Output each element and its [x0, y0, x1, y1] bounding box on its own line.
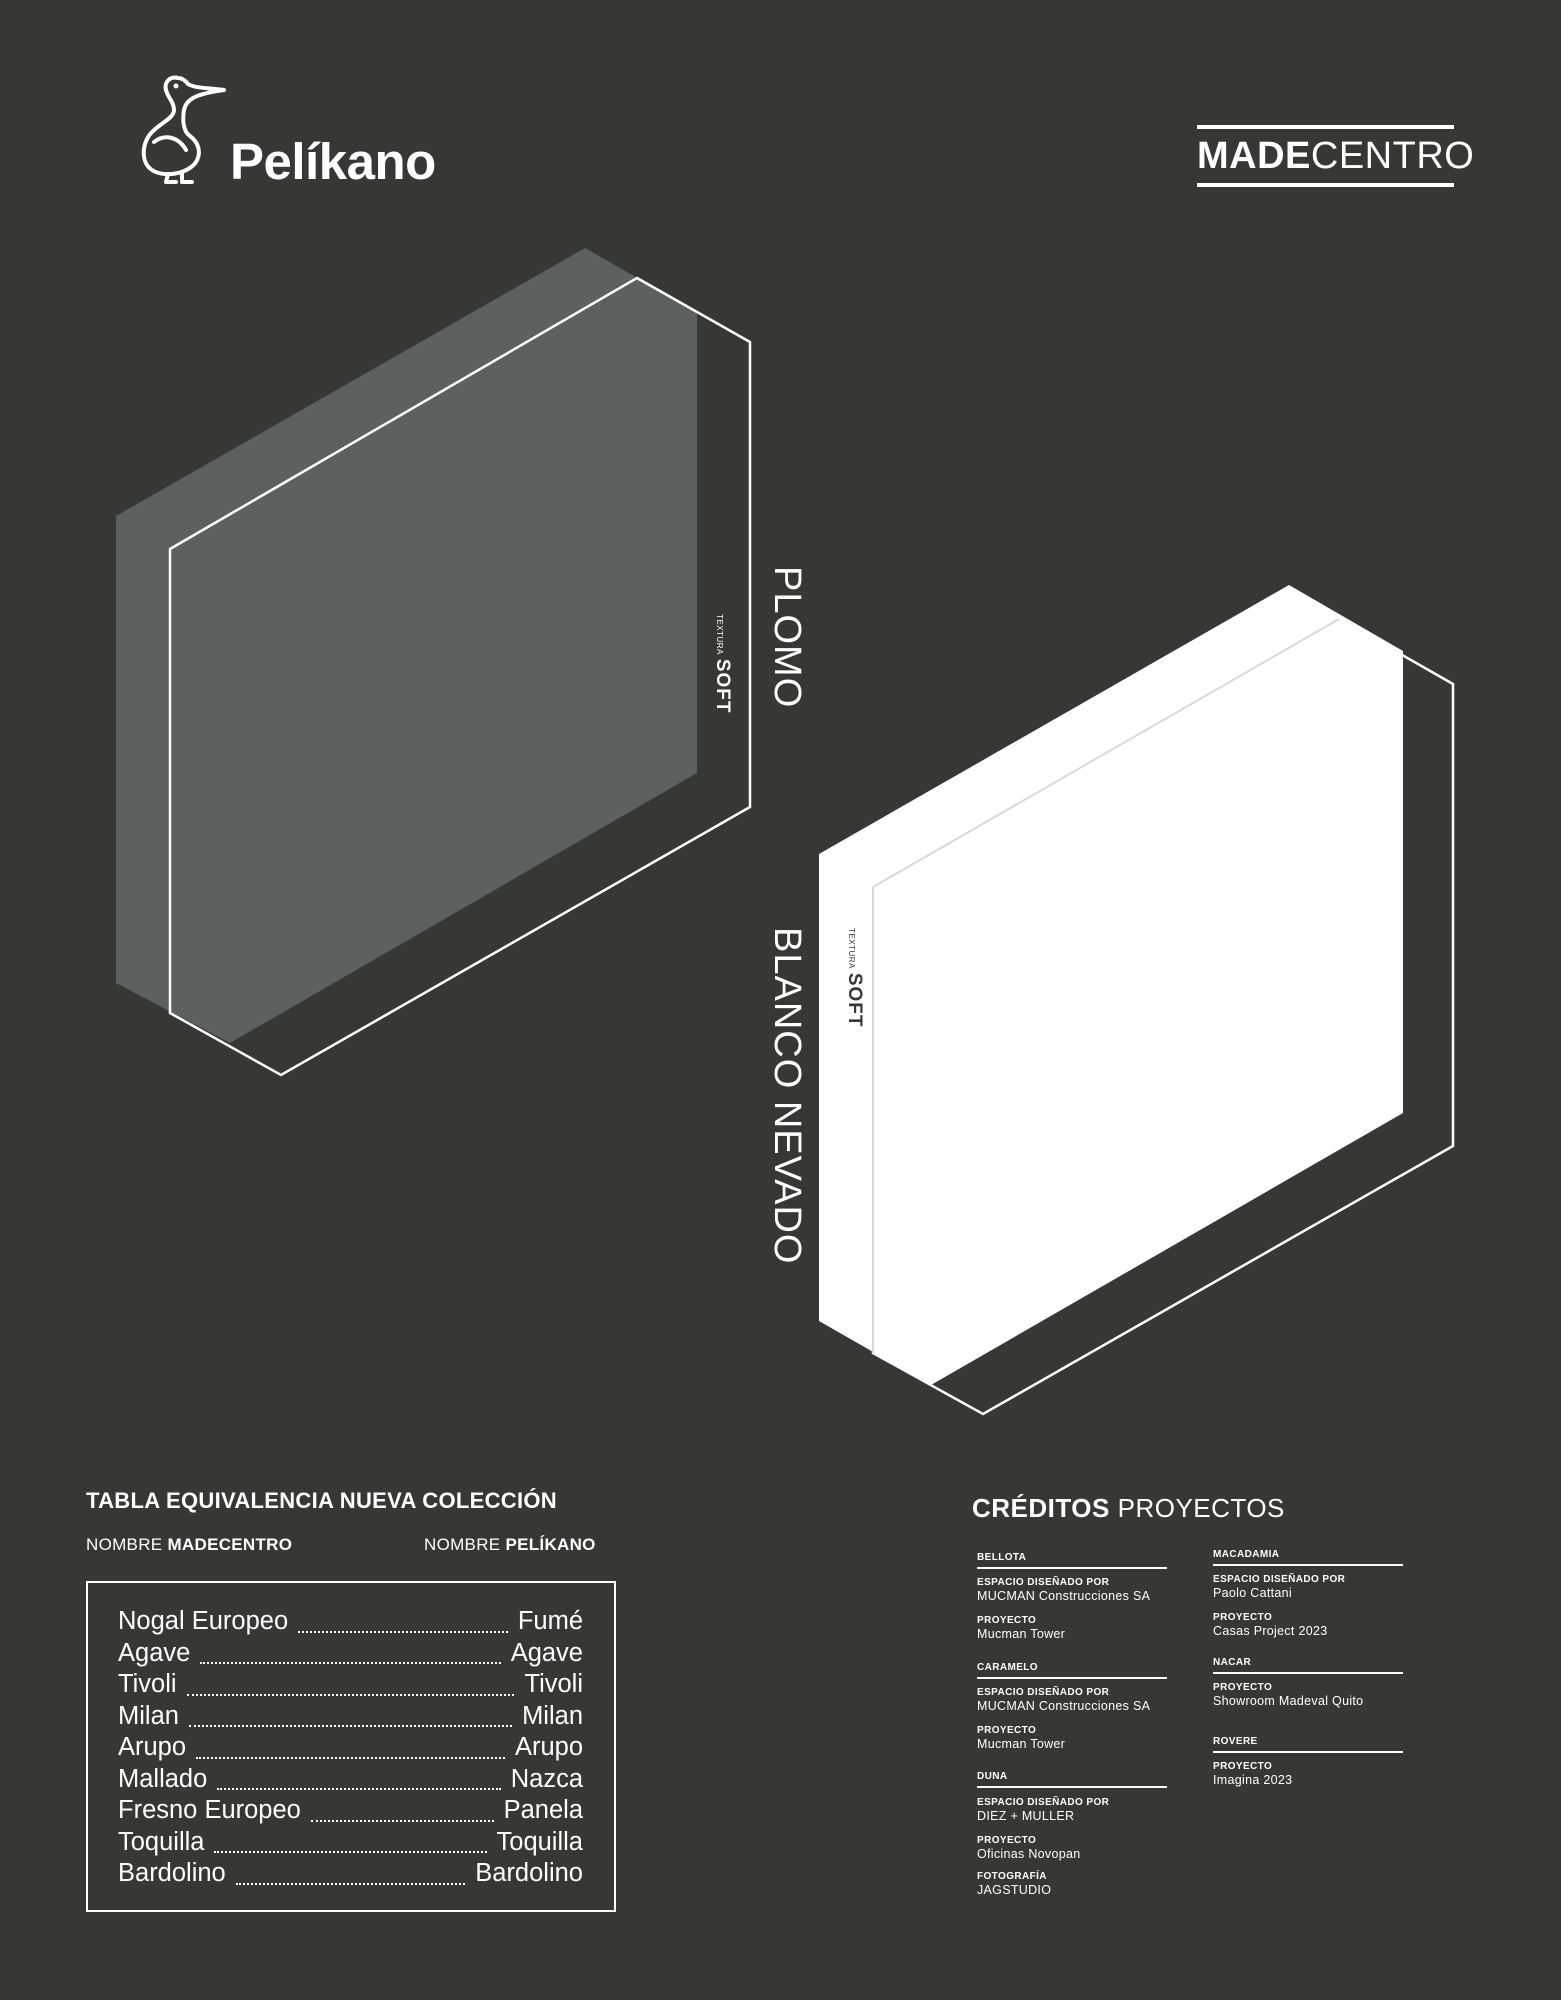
- credit-project-name: ROVERE: [1213, 1736, 1403, 1753]
- table-header-bold: MADECENTRO: [167, 1535, 293, 1554]
- blanco-texture: [843, 928, 865, 1028]
- credits-title-bold: CRÉDITOS: [972, 1493, 1110, 1523]
- pelikano-name: Arupo: [514, 1733, 583, 1761]
- madecentro-name: Arupo: [118, 1733, 187, 1761]
- table-row: [118, 1765, 583, 1796]
- pelikano-wordmark: Pelíkano: [230, 133, 436, 190]
- leader-dots: [298, 1631, 508, 1633]
- leader-dots: [189, 1725, 512, 1727]
- credit-project-name: BELLOTA: [977, 1552, 1167, 1569]
- madecentro-light: CENTRO: [1310, 135, 1475, 177]
- pelikano-name: Agave: [510, 1638, 583, 1667]
- table-title: TABLA EQUIVALENCIA NUEVA COLECCIÓN: [86, 1488, 557, 1513]
- plomo-texture-value: SOFT: [712, 658, 733, 714]
- pelikano-name: Nazca: [510, 1764, 583, 1793]
- table-header-bold: PELÍKANO: [505, 1535, 596, 1554]
- pelikano-name: Toquilla: [496, 1827, 583, 1856]
- table-header-prefix: NOMBRE: [86, 1535, 168, 1554]
- blanco-texture-label: TEXTURA: [847, 928, 856, 969]
- credit-label: FOTOGRAFÍA: [977, 1871, 1047, 1882]
- table-row: [118, 1796, 583, 1827]
- credit-label: ESPACIO DISEÑADO POR: [1213, 1574, 1346, 1585]
- blanco-name: BLANCO NEVADO: [766, 927, 808, 1265]
- plomo-name: PLOMO: [766, 566, 808, 709]
- madecentro-name: Milan: [118, 1701, 179, 1730]
- leader-dots: [217, 1788, 500, 1790]
- blanco-panel: [819, 585, 1403, 1385]
- plomo-texture-label: TEXTURA: [715, 614, 724, 655]
- madecentro-name: Toquilla: [118, 1827, 205, 1856]
- credit-project-name: NACAR: [1213, 1657, 1403, 1674]
- pelikano-name: Milan: [522, 1701, 583, 1730]
- credits-title: [972, 1493, 1285, 1524]
- madecentro-name: Mallado: [118, 1764, 208, 1793]
- credit-value: DIEZ + MULLER: [977, 1809, 1075, 1823]
- table-row: [118, 1607, 583, 1638]
- leader-dots: [187, 1694, 515, 1696]
- leader-dots: [200, 1662, 500, 1664]
- pelikano-name: Fumé: [517, 1607, 583, 1635]
- table-row: [118, 1670, 583, 1701]
- table-header-prefix: NOMBRE: [424, 1535, 506, 1554]
- credit-label: PROYECTO: [1213, 1612, 1273, 1623]
- equivalence-table: [86, 1581, 616, 1912]
- table-row: [118, 1828, 583, 1859]
- plomo-panel: [116, 248, 697, 1043]
- credit-label: ESPACIO DISEÑADO POR: [977, 1687, 1110, 1698]
- pelikano-name: Panela: [503, 1796, 583, 1824]
- credit-value: Imagina 2023: [1213, 1773, 1293, 1787]
- madecentro-name: Nogal Europeo: [118, 1607, 289, 1635]
- credit-label: PROYECTO: [977, 1835, 1037, 1846]
- credit-value: MUCMAN Construcciones SA: [977, 1589, 1151, 1603]
- leader-dots: [311, 1820, 494, 1822]
- credit-label: ESPACIO DISEÑADO POR: [977, 1797, 1110, 1808]
- leader-dots: [236, 1883, 466, 1885]
- table-header-madecentro: [86, 1535, 292, 1555]
- madecentro-name: Tivoli: [118, 1670, 177, 1698]
- credit-project-name: MACADAMIA: [1213, 1549, 1403, 1566]
- credit-value: Oficinas Novopan: [977, 1847, 1081, 1861]
- madecentro-name: Bardolino: [118, 1859, 226, 1887]
- madecentro-name: Agave: [118, 1638, 191, 1667]
- credit-value: JAGSTUDIO: [977, 1883, 1052, 1897]
- table-row: [118, 1859, 583, 1890]
- credit-value: Mucman Tower: [977, 1737, 1066, 1751]
- credit-label: PROYECTO: [977, 1725, 1037, 1736]
- credit-label: PROYECTO: [1213, 1761, 1273, 1772]
- plomo-texture: [711, 614, 733, 714]
- credit-project-name: DUNA: [977, 1771, 1167, 1788]
- madecentro-name: Fresno Europeo: [118, 1796, 301, 1824]
- credit-value: Paolo Cattani: [1213, 1586, 1292, 1600]
- credit-value: MUCMAN Construcciones SA: [977, 1699, 1151, 1713]
- pelikano-name: Tivoli: [524, 1670, 583, 1698]
- credits-title-light: PROYECTOS: [1109, 1493, 1285, 1523]
- credit-label: PROYECTO: [977, 1615, 1037, 1626]
- blanco-texture-value: SOFT: [844, 972, 865, 1028]
- leader-dots: [214, 1851, 486, 1853]
- credit-label: PROYECTO: [1213, 1682, 1273, 1693]
- table-row: [118, 1639, 583, 1670]
- table-row: [118, 1702, 583, 1733]
- credit-value: Showroom Madeval Quito: [1213, 1694, 1364, 1708]
- credit-value: Casas Project 2023: [1213, 1624, 1328, 1638]
- credit-project-name: CARAMELO: [977, 1662, 1167, 1679]
- credit-value: Mucman Tower: [977, 1627, 1066, 1641]
- pelikano-name: Bardolino: [475, 1859, 583, 1887]
- credit-label: ESPACIO DISEÑADO POR: [977, 1577, 1110, 1588]
- table-header-pelikano: [424, 1535, 596, 1555]
- leader-dots: [196, 1757, 505, 1759]
- table-row: [118, 1733, 583, 1764]
- madecentro-bold: MADE: [1197, 135, 1311, 177]
